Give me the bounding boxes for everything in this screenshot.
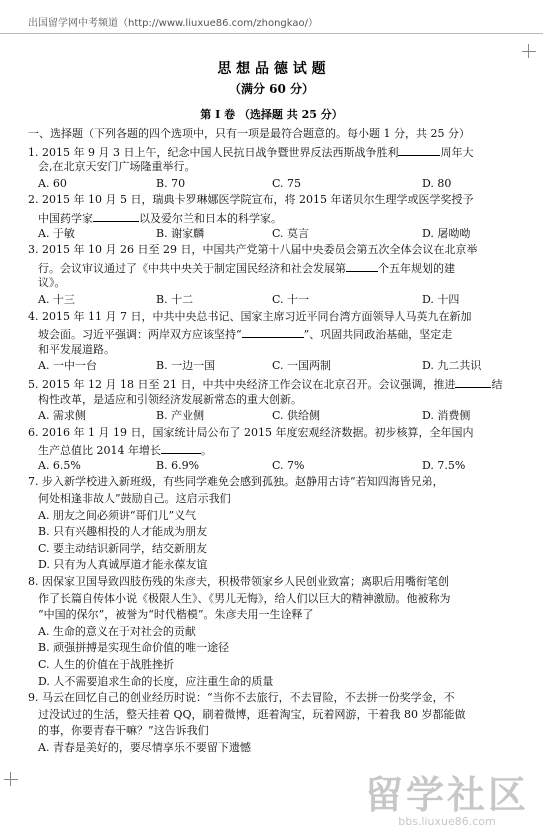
option: D. 80 (422, 176, 452, 190)
question-8-line-3: “中国的保尔”，被誉为“时代楷模”。朱彦夫用一生诠释了 (38, 608, 314, 622)
option: D. 屠呦呦 (422, 226, 471, 240)
question-7-choice-c: C. 要主动结识新同学，结交新朋友 (38, 541, 208, 555)
fold-mark-top-h (522, 51, 536, 52)
answer-blank (93, 209, 139, 222)
question-5-line-1: 5. 2015 年 12 月 18 日至 21 日，中共中央经济工作会议在北京召开。会议强调，推进 结 (28, 375, 520, 392)
option: D. 九二共识 (422, 359, 482, 373)
question-9-line-1: 9. 马云在回忆自己的创业经历时说：“当你不去旅行，不去冒险，不去拼一份奖学金，不 (28, 691, 455, 705)
question-list (28, 126, 520, 757)
question-8-line-1: 8. 因保家卫国导致四肢伤残的朱彦夫，积极带领家乡人民创业致富；离职后用嘴衔笔创 (28, 575, 449, 589)
option: B. 6.9% (156, 458, 200, 472)
option: A. 一中一台 (38, 359, 97, 373)
option: A. 需求侧 (38, 409, 86, 423)
answer-blank (242, 325, 304, 338)
question-7-line-1: 7. 步入新学校进入新班级，有些同学难免会感到孤独。赵静用古诗“若知四海皆兄弟， (28, 475, 444, 489)
option: A. 十三 (38, 292, 75, 306)
option: C. 供给侧 (272, 409, 321, 423)
option: B. 一边一国 (156, 359, 216, 373)
option: B. 产业侧 (156, 409, 205, 423)
question-8-choice-a: A. 生命的意义在于对社会的贡献 (38, 624, 196, 638)
question-7-choice-b: B. 只有兴趣相投的人才能成为朋友 (38, 525, 208, 539)
question-2-line-1: 2. 2015 年 10 月 5 日，瑞典卡罗琳娜医学院宣布，将 2015 年诺贝尔生理学或医学奖授予 (28, 193, 474, 207)
question-4-line-2: 坡会面。习近平强调：两岸双方应该坚持“ ”、巩固共同政治基础，坚定走 (28, 325, 520, 342)
option: B. 谢家麟 (156, 226, 205, 240)
question-8-choice-d: D. 人不需要追求生命的长度，应注重生命的质量 (38, 674, 274, 688)
question-3-line-2: 行。会议审议通过了《中共中央关于制定国民经济和社会发展第 个五年规划的建 (28, 259, 520, 276)
option: D. 消费侧 (422, 409, 471, 423)
option: D. 7.5% (422, 458, 466, 472)
section-title: 第 I 卷 （选择题 共 25 分） (200, 108, 343, 121)
question-1-line-1: 1. 2015 年 9 月 3 日上午，纪念中国人民抗日战争暨世界反法西斯战争胜利 周年大 (28, 143, 520, 160)
question-9-line-3: 的事，你要青春干嘛？”这告诉我们 (38, 724, 209, 738)
answer-blank (455, 375, 491, 388)
question-5-line-2: 构性改革，是适应和引领经济发展新常态的重大创新。 (38, 392, 302, 406)
question-4-line-3: 和平发展道路。 (38, 342, 115, 356)
option: D. 十四 (422, 292, 460, 306)
option: C. 十一 (272, 292, 310, 306)
option: C. 莫言 (272, 226, 310, 240)
question-2-options (28, 226, 520, 243)
question-7-line-2: 何处相逢非故人”鼓励自己。这启示我们 (38, 492, 231, 506)
question-6-line-1: 6. 2016 年 1 月 19 日，国家统计局公布了 2015 年度宏观经济数据。初步核算，全年国内 (28, 425, 474, 439)
option: A. 于敏 (38, 226, 75, 240)
option: C. 7% (272, 458, 305, 472)
question-8-line-2: 作了长篇自传体小说《极限人生》、《男儿无悔》，给人们以巨大的精神激励。他被称为 (38, 591, 451, 605)
exam-title: 思 想 品 德 试 题 (217, 61, 326, 77)
option: C. 一国两制 (272, 359, 332, 373)
question-8-choice-c: C. 人生的价值在于战胜挫折 (38, 658, 175, 671)
watermark-logo: 留学社区 (364, 773, 529, 817)
exam-score: （满分 60 分） (228, 82, 315, 96)
question-3-line-1: 3. 2015 年 10 月 26 日至 29 日，中国共产党第十八届中央委员会第五次全体会议在北京举 (28, 243, 478, 257)
answer-blank (161, 441, 201, 454)
question-4-line-1: 4. 2015 年 11 月 7 日，中共中央总书记、国家主席习近平同台湾方面领导人马英九在新加 (28, 309, 472, 323)
answer-blank (398, 143, 440, 156)
option: B. 十二 (156, 292, 194, 306)
question-8-choice-b: B. 顽强拼搏是实现生命价值的唯一途径 (38, 641, 230, 655)
option: C. 75 (272, 176, 302, 190)
header-rule (0, 33, 543, 34)
section-instructions: 一、选择题（下列各题的四个选项中，只有一项是最符合题意的。每小题 1 分，共 25 分） (28, 127, 470, 140)
question-4-options (28, 358, 520, 375)
question-1-line-2: 会,在北京天安门广场隆重举行。 (38, 160, 196, 174)
question-3-options (28, 292, 520, 309)
page-header: 出国留学网中考频道（http://www.liuxue86.com/zhongkao/） (28, 18, 318, 29)
question-6-line-2: 生产总值比 2014 年增长 。 (28, 441, 520, 458)
question-9-choice-a: A. 青春是美好的，要尽情享乐不要留下遗憾 (38, 740, 251, 754)
option: B. 70 (156, 176, 186, 190)
option: A. 6.5% (38, 458, 81, 472)
option: A. 60 (38, 176, 67, 190)
question-2-line-2: 中国药学家 以及爱尔兰和日本的科学家。 (28, 209, 520, 226)
fold-mark-bottom-h (4, 779, 18, 780)
question-1-options (28, 176, 520, 193)
question-7-choice-a: A. 朋友之间必须讲“哥们儿”义气 (38, 508, 197, 522)
question-9-line-2: 过没试过的生活，整天挂着 QQ，刷着微博，逛着淘宝，玩着网游，干着我 80 岁都能做 (38, 707, 466, 721)
question-6-options (28, 458, 520, 475)
question-5-options (28, 408, 520, 425)
site-watermark (365, 764, 529, 828)
question-7-choice-d: D. 只有为人真诚厚道才能永葆友谊 (38, 558, 208, 572)
watermark-url: bbs.liuxue86.com (398, 815, 496, 828)
answer-blank (346, 259, 378, 272)
question-3-line-3: 议》。 (38, 276, 66, 290)
